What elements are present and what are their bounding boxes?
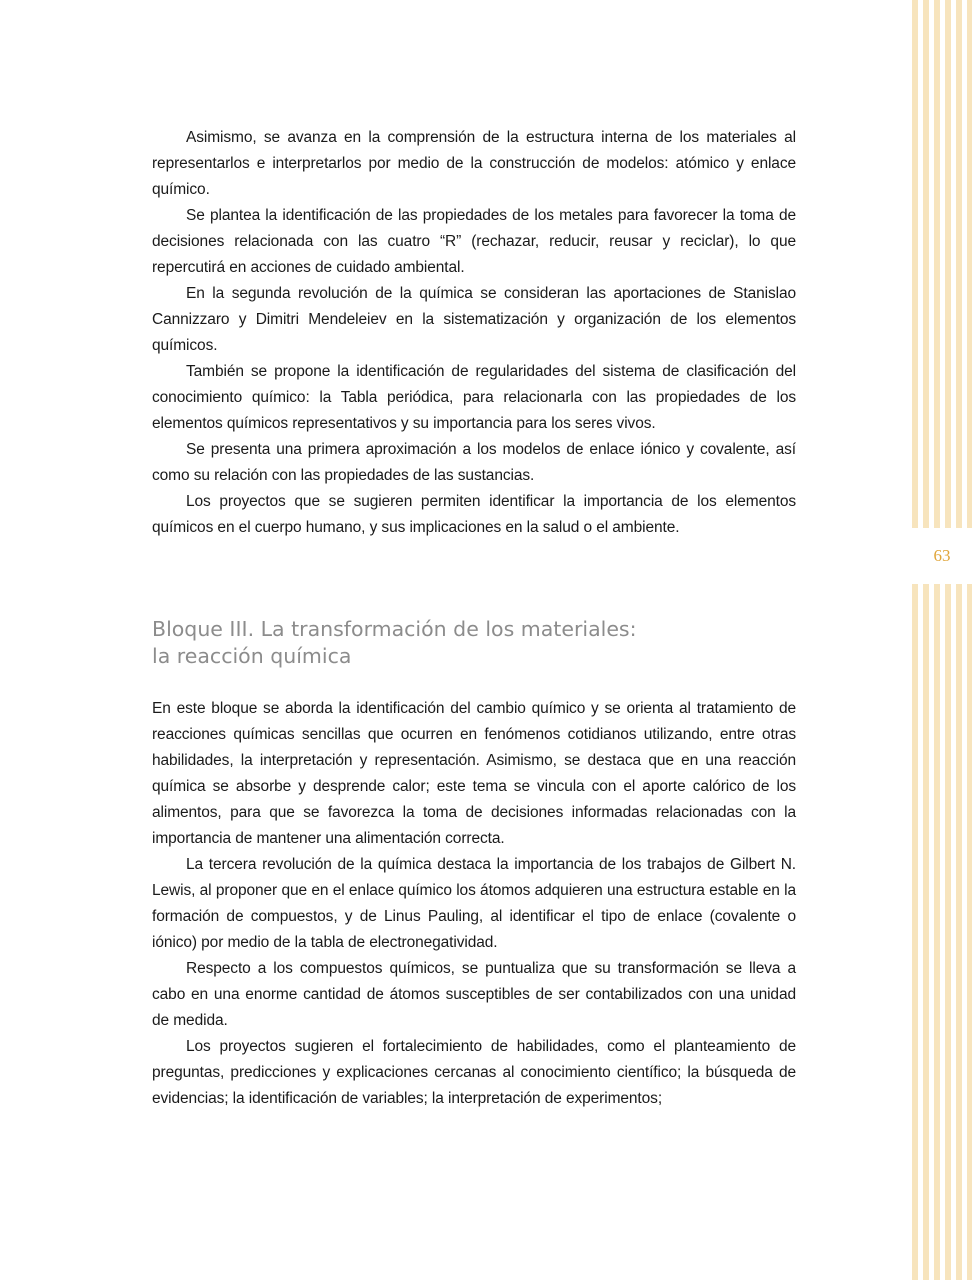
paragraph: Respecto a los compuestos químicos, se puntualiza que su transformación se lleva a cabo en una enorme cantidad de átomos susceptibles de ser contabilizados con una unidad de medida.: [152, 960, 796, 1029]
paragraph: En la segunda revolución de la química se consideran las aportaciones de Stanislao Cannizzaro y Dimitri Mendeleiev en la sistematización y organización de los elementos químicos.: [152, 285, 796, 354]
paragraph: Los proyectos que se sugieren permiten identificar la importancia de los elementos químicos en el cuerpo humano, y sus implicaciones en la salud o el ambiente.: [152, 493, 796, 536]
section-heading: [152, 616, 796, 670]
body-text-block-1: [152, 125, 796, 541]
section-heading-line-1: Bloque III. La transformación de los materiales:: [152, 617, 637, 641]
section-heading-line-2: la reacción química: [152, 644, 352, 668]
paragraph: Se plantea la identificación de las propiedades de los metales para favorecer la toma de decisiones relacionada con las cuatro “R” (rechazar, reducir, reusar y reciclar), lo que repercutirá en acciones de cuidado ambiental.: [152, 207, 796, 276]
page-number-box: [910, 528, 972, 584]
paragraph: Se presenta una primera aproximación a los modelos de enlace iónico y covalente, así como su relación con las propiedades de las sustancias.: [152, 441, 796, 484]
page-number: 63: [933, 546, 951, 565]
paragraph: Asimismo, se avanza en la comprensión de la estructura interna de los materiales al representarlos e interpretarlos por medio de la construcción de modelos: atómico y enlace químico.: [152, 129, 796, 198]
paragraph: La tercera revolución de la química destaca la importancia de los trabajos de Gilbert N. Lewis, al proponer que en el enlace químico los átomos adquieren una estructura estable en la formación de compuestos, y de Linus Pauling, al identificar el tipo de enlace (covalente o iónico) por medio de la tabla de electronegatividad.: [152, 856, 796, 951]
intro-paragraph: En este bloque se aborda la identificación del cambio químico y se orienta al tratamiento de reacciones químicas sencillas que ocurren en fenómenos cotidianos utilizando, entre otras habilidades, la interpretación y representación. Asimismo, se destaca que en una reacción química se absorbe y desprende calor; este tema se vincula con el aporte calórico de los alimentos, para que se favorezca la toma de decisiones informadas relacionadas con la importancia de mantener una alimentación correcta.: [152, 700, 796, 847]
decorative-stripes: [910, 0, 972, 1280]
paragraph: También se propone la identificación de regularidades del sistema de clasificación del conocimiento químico: la Tabla periódica, para relacionarla con las propiedades de los elementos químicos representativos y su importancia para los seres vivos.: [152, 363, 796, 432]
body-text-block-2: [152, 696, 796, 1112]
paragraph: Los proyectos sugieren el fortalecimiento de habilidades, como el planteamiento de preguntas, predicciones y explicaciones cercanas al conocimiento científico; la búsqueda de evidencias; la identificación de variables; la interpretación de experimentos;: [152, 1038, 796, 1107]
